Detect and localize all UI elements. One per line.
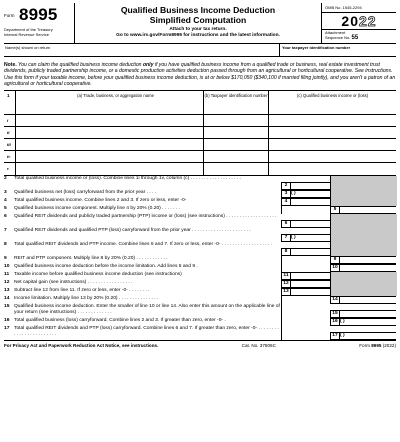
box-label: 8 xyxy=(282,249,291,255)
amount-box xyxy=(281,182,330,190)
form-line xyxy=(4,304,396,318)
amount-input[interactable] xyxy=(291,249,330,255)
business-name-input[interactable] xyxy=(28,139,204,151)
line-number: 7 xyxy=(4,228,7,234)
box-label: 3 xyxy=(282,191,291,197)
line-description: Qualified business income deduction before the income limitation. Add lines 5 and 9 . xyxy=(14,264,198,270)
form-line xyxy=(4,214,396,228)
right-shaded-area xyxy=(330,198,397,206)
line-number: 10 xyxy=(4,264,10,270)
amount-input[interactable]: ( ) xyxy=(340,333,345,339)
line-number: 8 xyxy=(4,242,7,248)
table-cell xyxy=(16,115,28,127)
mid-amount-box xyxy=(281,190,330,198)
mid-shaded-area xyxy=(281,304,331,318)
mid-shaded-area xyxy=(281,318,331,326)
business-name-input[interactable] xyxy=(28,127,204,139)
note-section xyxy=(4,57,396,91)
line-description: Subtract line 12 from line 11. If zero or less, enter -0- . . . . . . . . xyxy=(14,288,150,294)
form-line xyxy=(4,318,396,326)
amount-box xyxy=(330,206,396,214)
mid-amount-box xyxy=(281,176,330,190)
amount-input[interactable] xyxy=(340,311,396,317)
form-line xyxy=(4,280,396,288)
note-only: only xyxy=(142,62,154,68)
irs-name: Internal Revenue Service xyxy=(4,31,49,37)
amount-input[interactable] xyxy=(340,207,396,213)
form-line xyxy=(4,198,396,206)
line-description: Income limitation. Multiply line 13 by 20% (0.20) . . . . . . . . . . . . . . . xyxy=(14,296,159,302)
note-text-2: if you have qualified business income from a qualified trade or business, real estate investment trust dividends, publicly traded partnership income, or a domestic production activities deduction passed through from an agricultural or horticultural cooperative. See instructions. xyxy=(4,62,393,75)
amount-box xyxy=(281,288,330,296)
table-row-label: iv xyxy=(4,151,16,163)
right-shaded-area xyxy=(330,190,397,198)
form-line xyxy=(4,256,396,264)
form-line xyxy=(4,288,396,296)
mid-shaded-area xyxy=(281,206,331,214)
amount-box xyxy=(281,190,330,198)
qbi-input[interactable] xyxy=(269,127,396,139)
table-cell xyxy=(16,151,28,163)
box-label: 9 xyxy=(331,257,340,263)
attachment-label: Attachment xyxy=(325,30,346,35)
table-row-label: iii xyxy=(4,139,16,151)
line-number: 13 xyxy=(4,288,10,294)
amount-input[interactable] xyxy=(340,257,396,263)
name-field[interactable] xyxy=(4,44,280,56)
box-label: 16 xyxy=(331,319,340,325)
table-cell xyxy=(16,127,28,139)
amount-box xyxy=(330,256,396,264)
line-description: Total qualified REIT dividends and PTP (loss) carryforward. Combine lines 6 and 7. If greater than zero, enter -0- . . . . . . . . . . . . . . . . . . . . . . . . xyxy=(14,326,279,338)
omb-block xyxy=(322,3,396,43)
sequence-number: 55 xyxy=(351,34,359,41)
right-shaded-area xyxy=(330,214,397,228)
amount-box xyxy=(281,220,330,228)
amount-input[interactable] xyxy=(340,265,396,271)
line-description: Net capital gain (see instructions) . . . . . . . . . . . . . . . . . xyxy=(14,280,133,286)
mid-amount-box xyxy=(281,288,330,296)
box-label: 7 xyxy=(282,235,291,241)
mid-amount-box xyxy=(281,214,330,228)
year-solid: 20 xyxy=(341,13,359,29)
qbi-input[interactable] xyxy=(269,163,396,175)
line-number: 16 xyxy=(4,318,10,324)
qbi-input[interactable] xyxy=(269,139,396,151)
line-description: Total qualified REIT dividends and PTP income. Combine lines 6 and 7. If zero or less, enter -0- . . . . . . . . . . . . . . . . . . . xyxy=(14,242,273,248)
right-amount-box xyxy=(330,318,396,326)
department xyxy=(4,28,74,37)
line-number: 5 xyxy=(4,206,7,212)
line-description: Qualified REIT dividends and publicly traded partnership (PTP) income or (loss) (see instructions) . . . . . . . . . . . . . . . . . . . xyxy=(14,214,277,220)
tin-field[interactable] xyxy=(280,44,396,56)
mid-amount-box xyxy=(281,280,330,288)
mid-shaded-area xyxy=(281,256,331,264)
line-number: 3 xyxy=(4,190,7,196)
line-description: REIT and PTP component. Multiply line 8 by 20% (0.20) . . . . . . . . . . . . xyxy=(14,256,168,262)
qbi-input[interactable] xyxy=(269,115,396,127)
attachment-sequence xyxy=(322,29,396,42)
mid-shaded-area xyxy=(281,296,331,304)
amount-box xyxy=(330,264,396,272)
table-header-a: (a) Trade, business, or aggregation name xyxy=(28,91,204,115)
business-name-input[interactable] xyxy=(28,163,204,175)
form-line xyxy=(4,228,396,242)
department-name: Department of the Treasury xyxy=(4,27,53,32)
qbi-input[interactable] xyxy=(269,151,396,163)
mid-shaded-area xyxy=(281,264,331,272)
footer-form-number: 8995 xyxy=(371,343,382,349)
amount-input[interactable] xyxy=(291,183,330,189)
note-text-1: You can claim the qualified business income deduction xyxy=(16,62,143,68)
form-subtitle: Simplified Computation xyxy=(149,15,247,25)
note-text-3: Use this form if your taxable income, before your qualified business income deduction, is at or below $170,050 ($340,100 if married filing jointly), and you aren't a patron of an agricultural or horticultural cooperative. xyxy=(4,74,396,87)
right-amount-box xyxy=(330,304,396,318)
tax-year xyxy=(322,13,396,29)
tin-input[interactable] xyxy=(204,139,269,151)
amount-input[interactable] xyxy=(291,221,330,227)
amount-input[interactable] xyxy=(291,289,330,295)
tin-label: Your taxpayer identification number xyxy=(282,45,351,50)
mid-amount-box xyxy=(281,198,330,206)
amount-input[interactable]: ( ) xyxy=(291,235,296,241)
table-header-b: (b) Taxpayer identification number xyxy=(204,91,269,115)
year-hollow: 22 xyxy=(359,13,377,29)
box-label: 12 xyxy=(282,281,291,287)
amount-input[interactable]: ( ) xyxy=(340,319,345,325)
right-shaded-area xyxy=(330,176,397,190)
tin-input[interactable] xyxy=(204,115,269,127)
box-label: 15 xyxy=(331,311,340,317)
box-label: 17 xyxy=(331,333,340,339)
line-number: 12 xyxy=(4,280,10,286)
form-header xyxy=(4,3,396,44)
mid-shaded-area xyxy=(281,326,331,340)
form-id-block xyxy=(4,3,75,43)
form-title: Qualified Business Income Deduction xyxy=(120,5,276,15)
footer-form-id xyxy=(359,343,396,348)
mid-amount-box xyxy=(281,272,330,280)
table-header-c: (c) Qualified business income or (loss) xyxy=(269,91,396,115)
note-label: Note. xyxy=(4,62,17,68)
line-number: 14 xyxy=(4,296,10,302)
table-cell xyxy=(16,163,28,175)
line-description: Taxable income before qualified business income deduction (see instructions) xyxy=(14,272,182,278)
line-description: Qualified REIT dividends and qualified PTP (loss) carryforward from the prior year . . . . . . . . . . . . . . . . . . . . . . xyxy=(14,228,251,234)
box-label: 6 xyxy=(282,221,291,227)
mid-amount-box xyxy=(281,228,330,242)
attach-instruction: Attach to your tax return. xyxy=(169,27,227,32)
line-description: Total qualified business income or (loss). Combine lines 1i through 1v, column (c) . . . . . . . . . . . . . . . . . . . xyxy=(14,176,241,182)
website-instruction: Go to www.irs.gov/Form8995 for instructions and the latest information. xyxy=(116,33,280,38)
form-line xyxy=(4,272,396,280)
tin-input[interactable] xyxy=(204,127,269,139)
box-label: 14 xyxy=(331,297,340,303)
table-row-label: i xyxy=(4,115,16,127)
line-description: Total qualified business income. Combine lines 2 and 3. If zero or less, enter -0- xyxy=(14,198,187,204)
form-line xyxy=(4,264,396,272)
form-line xyxy=(4,206,396,214)
form-page xyxy=(4,3,396,348)
sequence-label: Sequence No. xyxy=(325,34,351,40)
mid-amount-box xyxy=(281,242,330,256)
right-shaded-area xyxy=(330,272,397,280)
line-number: 11 xyxy=(4,272,10,278)
table-line-number: 1 xyxy=(4,91,16,115)
amount-input[interactable] xyxy=(291,273,330,279)
omb-number: OMB No. 1545-2294 xyxy=(322,3,396,13)
amount-input[interactable] xyxy=(340,297,396,303)
right-shaded-area xyxy=(330,280,397,288)
amount-input[interactable] xyxy=(291,199,330,205)
business-name-input[interactable] xyxy=(28,151,204,163)
box-label: 5 xyxy=(331,207,340,213)
box-label: 2 xyxy=(282,183,291,189)
table-spacer xyxy=(16,91,28,115)
amount-box xyxy=(330,332,396,340)
form-footer xyxy=(4,340,396,348)
box-label: 13 xyxy=(282,289,291,295)
computation-lines xyxy=(4,176,396,340)
right-amount-box xyxy=(330,296,396,304)
line-description: Qualified business income component. Multiply line 4 by 20% (0.20) . . . . . . . xyxy=(14,206,180,212)
form-line xyxy=(4,190,396,198)
amount-box xyxy=(281,234,330,242)
footer-year: (2022) xyxy=(382,343,396,349)
catalog-number: Cat. No. 37806C xyxy=(241,343,276,349)
line-number: 17 xyxy=(4,326,10,332)
box-label: 4 xyxy=(282,199,291,205)
amount-input[interactable]: ( ) xyxy=(291,191,296,197)
box-label: 11 xyxy=(282,273,291,279)
name-label: Name(s) shown on return xyxy=(5,45,51,50)
amount-box xyxy=(281,280,330,288)
line-number: 2 xyxy=(4,176,7,182)
right-shaded-area xyxy=(330,288,397,296)
line-description: Total qualified business (loss) carryforward. Combine lines 2 and 3. If greater than zero, enter -0- . xyxy=(14,318,226,324)
form-line xyxy=(4,242,396,256)
right-shaded-area xyxy=(330,242,397,256)
right-shaded-area xyxy=(330,228,397,242)
line-number: 9 xyxy=(4,256,7,262)
tin-input[interactable] xyxy=(204,151,269,163)
box-label: 10 xyxy=(331,265,340,271)
form-line xyxy=(4,176,396,190)
line-description: Qualified business income deduction. Enter the smaller of line 10 or line 14. Also enter this amount on the applicable line of your return (see instructions) . . . . . . . . . . . . . xyxy=(14,304,280,316)
table-cell xyxy=(16,139,28,151)
amount-box xyxy=(330,318,396,326)
line-number: 6 xyxy=(4,214,7,220)
tin-input[interactable] xyxy=(204,163,269,175)
table-row-label: v xyxy=(4,163,16,175)
amount-box xyxy=(330,296,396,304)
footer-form-label: Form xyxy=(359,343,370,349)
form-line xyxy=(4,326,396,340)
right-amount-box xyxy=(330,206,396,214)
line-number: 15 xyxy=(4,304,10,310)
right-amount-box xyxy=(330,264,396,272)
privacy-notice: For Privacy Act and Paperwork Reduction Act Notice, see instructions. xyxy=(4,343,159,349)
amount-box xyxy=(330,310,396,318)
amount-box xyxy=(281,248,330,256)
name-row xyxy=(4,44,396,57)
form-word: Form xyxy=(4,13,15,18)
form-line xyxy=(4,296,396,304)
amount-box xyxy=(281,272,330,280)
form-number: 8995 xyxy=(18,5,58,24)
line-description: Qualified business net (loss) carryforward from the prior year . . . . xyxy=(14,190,157,196)
right-amount-box xyxy=(330,326,396,340)
business-name-input[interactable] xyxy=(28,115,204,127)
line-number: 4 xyxy=(4,198,7,204)
business-table xyxy=(4,91,396,176)
right-amount-box xyxy=(330,256,396,264)
amount-box xyxy=(281,198,330,206)
form-title-block xyxy=(75,3,322,43)
amount-input[interactable] xyxy=(291,281,330,287)
table-row-label: ii xyxy=(4,127,16,139)
